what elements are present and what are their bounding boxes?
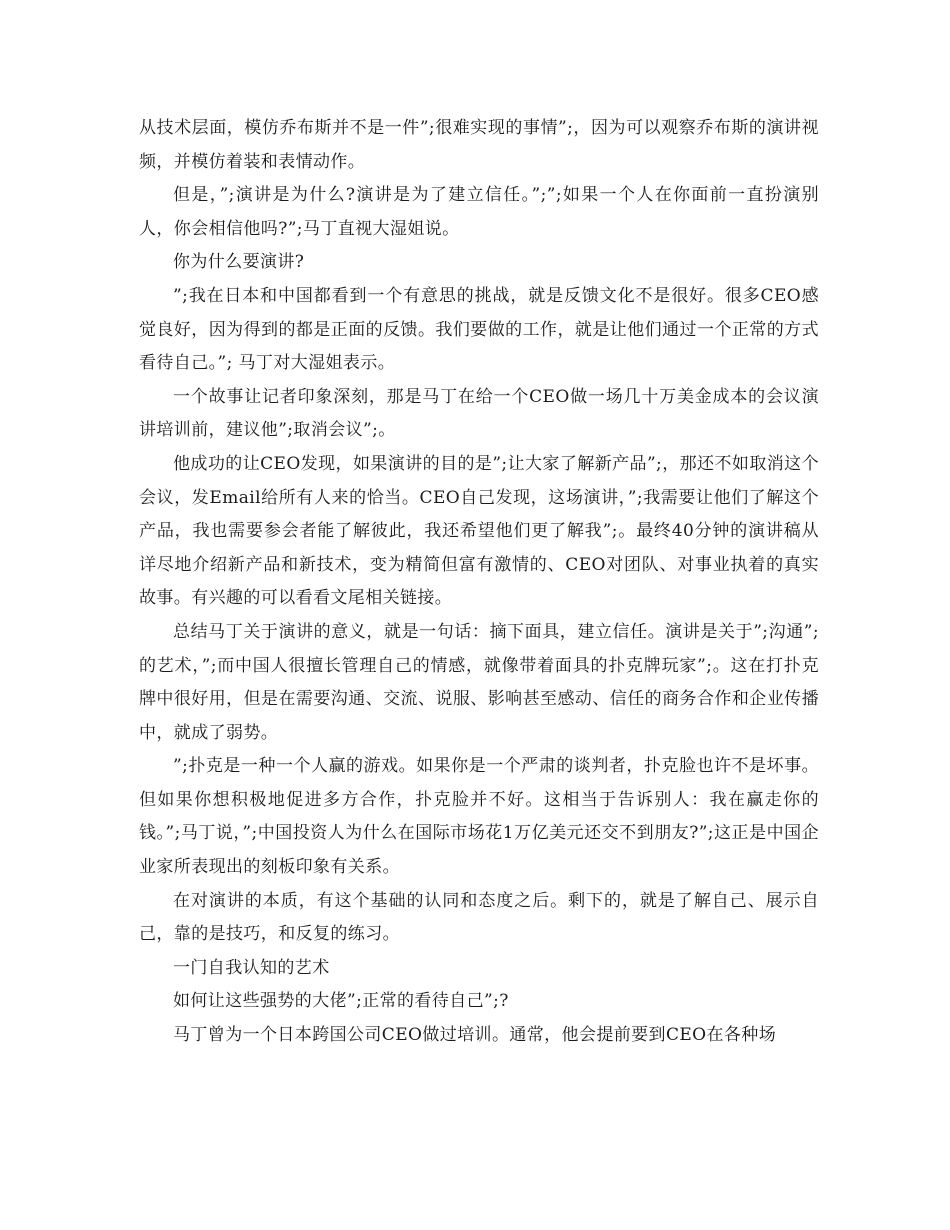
section-heading: 一门自我认知的艺术 [173,957,330,978]
paragraph-2: 但是，”;演讲是为什么?演讲是为了建立信任。”;”;如果一个人在你面前一直扮演别人，你会相信他吗?”;马丁直视大湿姐说。 [139,185,819,239]
paragraph-8: ”;扑克是一种一个人赢的游戏。如果你是一个严肃的谈判者，扑克脸也许不是坏事。但如果你想积极地促进多方合作，扑克脸并不好。这相当于告诉别人：我在赢走你的钱。”;马丁说，”;中国投资人为什么在国际市场花1万亿美元还交不到朋友?”;这正是中国企业家所表现出的刻板印象有关系。 [139,756,819,878]
paragraph-4: ”;我在日本和中国都看到一个有意思的挑战，就是反馈文化不是很好。很多CEO感觉良好，因为得到的都是正面的反馈。我们要做的工作，就是让他们通过一个正常的方式看待自己。”; 马丁对大湿姐表示。 [139,285,819,374]
paragraph-6: 他成功的让CEO发现，如果演讲的目的是”;让大家了解新产品”;，那还不如取消这个会议，发Email给所有人来的恰当。CEO自己发现，这场演讲，”;我需要让他们了解这个产品，我也需要参会者能了解彼此，我还希望他们更了解我”;。最终40分钟的演讲稿从详尽地介绍新产品和新技术，变为精简但富有激情的、CEO对团队、对事业执着的真实故事。有兴趣的可以看看文尾相关链接。 [139,453,819,609]
article-body [139,112,819,1053]
paragraph-7: 总结马丁关于演讲的意义，就是一句话：摘下面具，建立信任。演讲是关于”;沟通”;的艺术，”;而中国人很擅长管理自己的情感，就像带着面具的扑克牌玩家”;。这在打扑克牌中很好用，但是在需要沟通、交流、说服、影响甚至感动、信任的商务合作和企业传播中，就成了弱势。 [139,621,819,743]
paragraph-5: 一个故事让记者印象深刻，那是马丁在给一个CEO做一场几十万美金成本的会议演讲培训前，建议他”;取消会议”;。 [139,386,819,441]
paragraph-1: 从技术层面，模仿乔布斯并不是一件”;很难实现的事情”;，因为可以观察乔布斯的演讲视频，并模仿着装和表情动作。 [139,118,819,172]
paragraph-9: 在对演讲的本质，有这个基础的认同和态度之后。剩下的，就是了解自己、展示自己，靠的是技巧，和反复的练习。 [139,890,819,945]
paragraph-11: 如何让这些强势的大佬”;正常的看待自己”;? [173,991,509,1012]
paragraph-3: 你为什么要演讲? [173,252,305,273]
paragraph-12: 马丁曾为一个日本跨国公司CEO做过培训。通常，他会提前要到CEO在各种场 [173,1025,777,1046]
